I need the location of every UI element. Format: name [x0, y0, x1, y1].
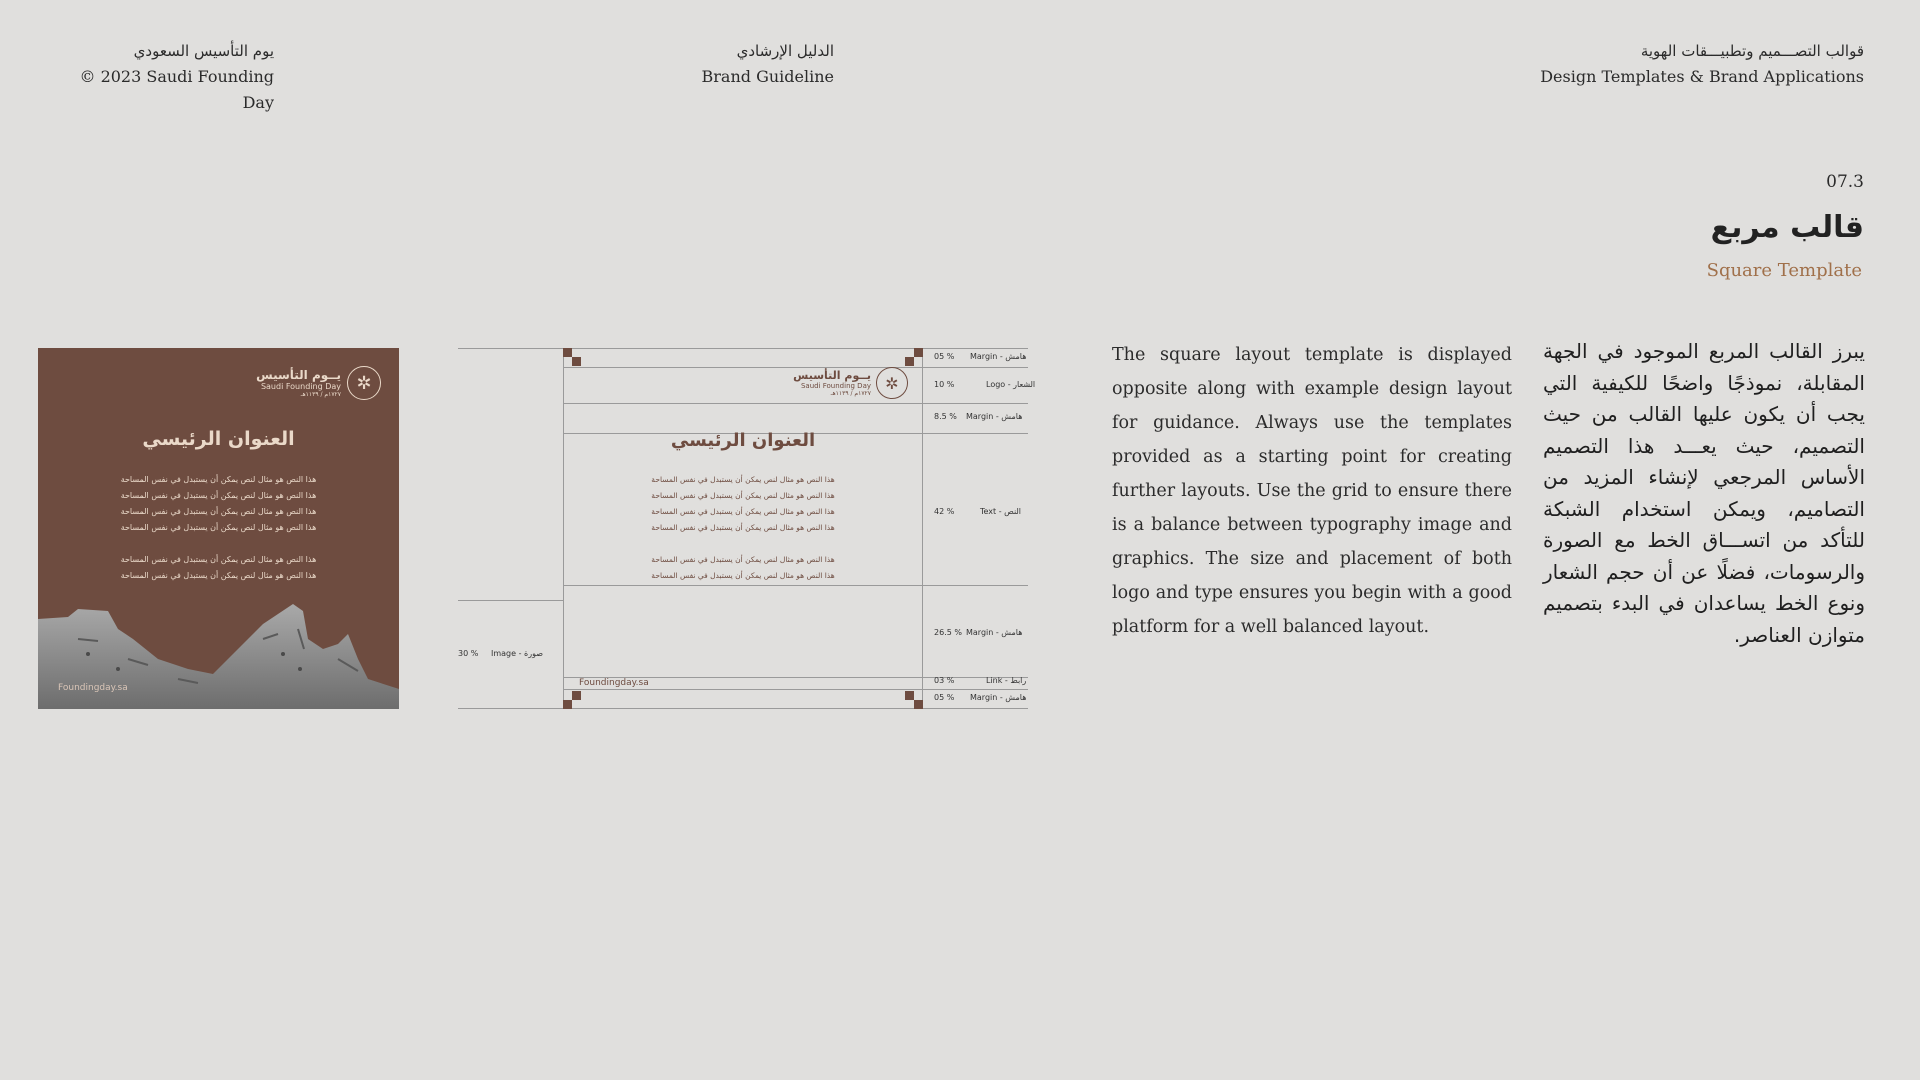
grid-body-line: هذا النص هو مثال لنص يمكن أن يستبدل في نفس المساحة [651, 475, 835, 484]
grid-label-margin-mid [934, 412, 1023, 421]
preview-logo-arabic: يــوم التأسيس [256, 368, 341, 382]
grid-body-line: هذا النص هو مثال لنص يمكن أن يستبدل في نفس المساحة [651, 555, 835, 564]
label-name: Margin - هامش [966, 412, 1023, 421]
corner-marker [914, 700, 923, 709]
grid-line [563, 585, 1028, 586]
label-percent: 30 % [458, 649, 479, 658]
header-right-english: Design Templates & Brand Applications [1540, 67, 1864, 86]
corner-marker [905, 691, 914, 700]
label-percent: 42 % [934, 507, 955, 516]
label-name: Margin - هامش [966, 628, 1023, 637]
section-number: 07.3 [1826, 172, 1864, 192]
grid-title: العنوان الرئيسي [670, 430, 816, 451]
preview-body-line: هذا النص هو مثال لنص يمكن أن يستبدل في نفس المساحة [120, 571, 317, 580]
corner-marker [905, 357, 914, 366]
grid-line [458, 708, 1028, 709]
template-grid-diagram [458, 348, 1036, 710]
grid-label-margin-low [934, 628, 1023, 637]
grid-logo [793, 367, 908, 399]
grid-logo-arabic: يــوم التأسيس [793, 369, 871, 382]
grid-line [563, 403, 1028, 404]
grid-logo-english: Saudi Founding Day [800, 382, 871, 390]
grid-body-line: هذا النص هو مثال لنص يمكن أن يستبدل في نفس المساحة [651, 491, 835, 500]
corner-marker [572, 357, 581, 366]
grid-line [458, 600, 563, 601]
description-english: The square layout template is displayed opposite along with example design layout for guidance. Always use the templates provided as a starting point for creating further layouts. Use the grid to ensure there is a balance between typography image and graphics. The size and placement of both logo and type ensures you begin with a good platform for a well balanced layout. [1112, 345, 1512, 637]
header-left-arabic: يوم التأسيس السعودي [133, 42, 274, 60]
grid-line [458, 348, 1028, 349]
header-left-english: © 2023 Saudi Founding Day [79, 67, 274, 112]
preview-body-line: هذا النص هو مثال لنص يمكن أن يستبدل في نفس المساحة [120, 555, 317, 564]
preview-body-line: هذا النص هو مثال لنص يمكن أن يستبدل في نفس المساحة [120, 491, 317, 500]
preview-link: Foundingday.sa [58, 683, 128, 693]
header-center [640, 38, 834, 90]
header-center-arabic: الدليل الإرشادي [736, 42, 834, 60]
preview-body-line: هذا النص هو مثال لنص يمكن أن يستبدل في نفس المساحة [120, 507, 317, 516]
corner-marker [563, 348, 572, 357]
label-percent: 03 % [934, 676, 955, 685]
emblem-icon: ✲ [876, 367, 908, 399]
label-percent: 05 % [934, 693, 955, 702]
preview-logo-date: ١٧٢٧م / ١١٣٩هـ [300, 391, 341, 398]
label-percent: 10 % [934, 380, 955, 389]
grid-label-margin-top [934, 352, 1027, 361]
header-right-arabic: قوالب التصـــميم وتطبيـــقات الهوية [1640, 42, 1864, 60]
preview-title: العنوان الرئيسي [142, 428, 295, 450]
grid-label-logo [934, 380, 1036, 389]
grid-label-image [458, 649, 544, 658]
page-title-english: Square Template [1706, 260, 1862, 281]
grid-body-line: هذا النص هو مثال لنص يمكن أن يستبدل في نفس المساحة [651, 523, 835, 532]
label-name: Image - صورة [491, 649, 544, 658]
square-template-preview [38, 348, 399, 709]
corner-marker [563, 700, 572, 709]
preview-logo-english: Saudi Founding Day [260, 382, 341, 391]
preview-body-line: هذا النص هو مثال لنص يمكن أن يستبدل في نفس المساحة [120, 523, 317, 532]
grid-label-text [934, 507, 1022, 516]
grid-body-text [563, 472, 923, 584]
preview-logo [256, 366, 381, 400]
description-arabic: يبرز القالب المربع الموجود في الجهة المقابلة، نموذجًا واضحًا للكيفية التي يجب أن يكون عليها القالب من حيث التصميم، حيث يعـــد هذا التصميم الأساس المرجعي لإنشاء المزيد من التصاميم، ويمكن استخدام الشبكة للتأكد من اتســـاق الخط مع الصورة والرسومات، فضلًا عن أن حجم الشعار ونوع الخط يساعدان في البدء بتصميم متوازن العناصر. [1543, 339, 1865, 647]
header-left [54, 38, 274, 116]
label-name: Link - رابط [986, 676, 1027, 685]
header-center-english: Brand Guideline [701, 67, 834, 86]
corner-marker [572, 691, 581, 700]
grid-label-margin-bottom [934, 693, 1027, 702]
grid-logo-date: ١٧٢٧م / ١١٣٩هـ [830, 390, 871, 397]
label-percent: 05 % [934, 352, 955, 361]
label-name: Margin - هامش [970, 693, 1027, 702]
grid-link: Foundingday.sa [579, 678, 649, 688]
emblem-icon: ✲ [347, 366, 381, 400]
label-name: Text - النص [980, 507, 1022, 516]
grid-body-line: هذا النص هو مثال لنص يمكن أن يستبدل في نفس المساحة [651, 507, 835, 516]
grid-line [563, 689, 1028, 690]
label-percent: 26.5 % [934, 628, 962, 637]
preview-body-line: هذا النص هو مثال لنص يمكن أن يستبدل في نفس المساحة [120, 475, 317, 484]
preview-body-text [38, 472, 399, 584]
page-title-arabic: قالب مربع [1710, 210, 1864, 245]
header-right [1444, 38, 1864, 90]
label-name: Margin - هامش [970, 352, 1027, 361]
grid-body-line: هذا النص هو مثال لنص يمكن أن يستبدل في نفس المساحة [651, 571, 835, 580]
corner-marker [914, 348, 923, 357]
label-name: Logo - الشعار [986, 380, 1036, 389]
label-percent: 8.5 % [934, 412, 957, 421]
grid-label-link [934, 676, 1027, 685]
